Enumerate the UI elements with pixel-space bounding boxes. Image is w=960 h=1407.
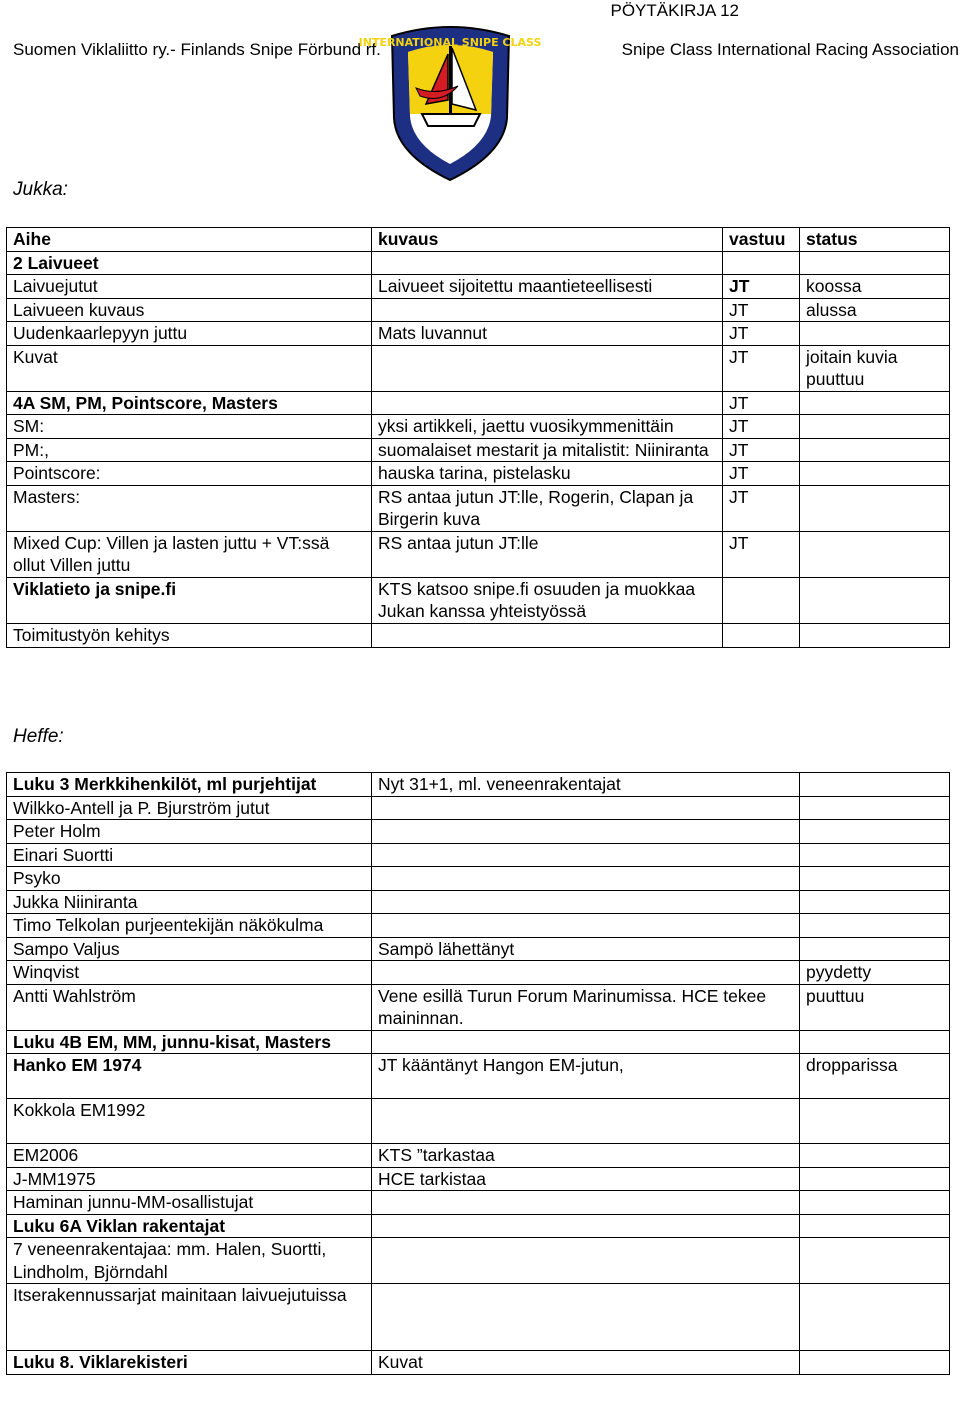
- table-row: [7, 773, 950, 797]
- table-cell: [800, 843, 950, 867]
- section-title-jukka: Jukka:: [13, 179, 68, 200]
- table-header-row: [7, 228, 950, 252]
- table-cell: dropparissa: [800, 1054, 950, 1099]
- table-row: [7, 914, 950, 938]
- table-cell: suomalaiset mestarit ja mitalistit: Niiniranta: [372, 438, 723, 462]
- table-row: [7, 1238, 950, 1284]
- table-cell: [800, 322, 950, 346]
- table-row: [7, 890, 950, 914]
- table-cell: KTS katsoo snipe.fi osuuden ja muokkaa Jukan kanssa yhteistyössä: [372, 577, 723, 623]
- section-title-heffe: Heffe:: [13, 726, 64, 747]
- table-cell: [372, 345, 723, 391]
- table-cell: [372, 890, 800, 914]
- table-cell: 2 Laivueet: [7, 251, 372, 275]
- table-cell: Sampo Valjus: [7, 937, 372, 961]
- table-cell: Jukka Niiniranta: [7, 890, 372, 914]
- table-cell: Pointscore:: [7, 462, 372, 486]
- table-row: [7, 251, 950, 275]
- table-row: [7, 531, 950, 577]
- table-cell: [372, 820, 800, 844]
- table-cell: [372, 1099, 800, 1144]
- table-cell: Wilkko-Antell ja P. Bjurström jutut: [7, 796, 372, 820]
- table-cell: Laivueet sijoitettu maantieteellisesti: [372, 275, 723, 299]
- table-cell: [723, 577, 800, 623]
- table-row: [7, 577, 950, 623]
- table-cell: [800, 867, 950, 891]
- table-row: [7, 820, 950, 844]
- table-row: [7, 485, 950, 531]
- table-cell: J-MM1975: [7, 1167, 372, 1191]
- table-cell: [372, 1238, 800, 1284]
- table-cell: [372, 961, 800, 985]
- table-cell: [800, 937, 950, 961]
- table-cell: [800, 796, 950, 820]
- table-row: [7, 984, 950, 1030]
- table-row: [7, 275, 950, 299]
- table-cell: Luku 4B EM, MM, junnu-kisat, Masters: [7, 1030, 372, 1054]
- table-cell: [800, 485, 950, 531]
- table-cell: alussa: [800, 298, 950, 322]
- table-row: [7, 322, 950, 346]
- table-cell: [723, 623, 800, 647]
- table-cell: Einari Suortti: [7, 843, 372, 867]
- snipe-class-logo: [358, 26, 542, 182]
- table-cell: JT: [723, 391, 800, 415]
- table-cell: Masters:: [7, 485, 372, 531]
- table-cell: Mats luvannut: [372, 322, 723, 346]
- table-cell: [372, 1030, 800, 1054]
- table-cell: Toimitustyön kehitys: [7, 623, 372, 647]
- table-cell: Laivuejutut: [7, 275, 372, 299]
- table-row: [7, 961, 950, 985]
- table-cell: [800, 623, 950, 647]
- table-cell: Psyko: [7, 867, 372, 891]
- table-cell: [372, 1284, 800, 1351]
- table-cell: [800, 1030, 950, 1054]
- column-header: vastuu: [723, 228, 800, 252]
- table-row: [7, 345, 950, 391]
- table-cell: koossa: [800, 275, 950, 299]
- tasks-table-heffe: [6, 772, 950, 1375]
- table-cell: JT: [723, 415, 800, 439]
- table-cell: [800, 890, 950, 914]
- table-cell: Luku 3 Merkkihenkilöt, ml purjehtijat: [7, 773, 372, 797]
- table-cell: JT: [723, 531, 800, 577]
- table-cell: Peter Holm: [7, 820, 372, 844]
- table-cell: 7 veneenrakentajaa: mm. Halen, Suortti, Lindholm, Björndahl: [7, 1238, 372, 1284]
- table-row: [7, 843, 950, 867]
- table-cell: [372, 391, 723, 415]
- table-cell: [800, 820, 950, 844]
- table-cell: [800, 1214, 950, 1238]
- table-row: [7, 937, 950, 961]
- column-header: status: [800, 228, 950, 252]
- table-cell: HCE tarkistaa: [372, 1167, 800, 1191]
- table-row: [7, 1144, 950, 1168]
- svg-text:INTERNATIONAL SNIPE CLASS: INTERNATIONAL SNIPE CLASS: [358, 36, 542, 49]
- table-cell: Nyt 31+1, ml. veneenrakentajat: [372, 773, 800, 797]
- table-cell: RS antaa jutun JT:lle: [372, 531, 723, 577]
- table-cell: [372, 251, 723, 275]
- header-organization-intl: Snipe Class International Racing Association: [621, 40, 959, 59]
- table-cell: [372, 867, 800, 891]
- table-cell: JT: [723, 485, 800, 531]
- table-row: [7, 298, 950, 322]
- table-cell: Laivueen kuvaus: [7, 298, 372, 322]
- table-cell: Winqvist: [7, 961, 372, 985]
- table-row: [7, 462, 950, 486]
- table-row: [7, 867, 950, 891]
- table-cell: [800, 1351, 950, 1375]
- table-cell: [800, 1144, 950, 1168]
- table-cell: [800, 1167, 950, 1191]
- table-row: [7, 1284, 950, 1351]
- table-cell: [800, 391, 950, 415]
- table-cell: Kokkola EM1992: [7, 1099, 372, 1144]
- column-header: kuvaus: [372, 228, 723, 252]
- tasks-table-jukka: [6, 227, 950, 648]
- table-cell: [800, 438, 950, 462]
- table-cell: RS antaa jutun JT:lle, Rogerin, Clapan ja Birgerin kuva: [372, 485, 723, 531]
- table-cell: 4A SM, PM, Pointscore, Masters: [7, 391, 372, 415]
- table-cell: [800, 577, 950, 623]
- table-cell: Kuvat: [372, 1351, 800, 1375]
- column-header: Aihe: [7, 228, 372, 252]
- table-cell: [800, 415, 950, 439]
- table-row: [7, 796, 950, 820]
- table-cell: JT: [723, 275, 800, 299]
- table-row: [7, 1351, 950, 1375]
- table-row: [7, 1191, 950, 1215]
- table-row: [7, 1167, 950, 1191]
- table-cell: Uudenkaarlepyyn juttu: [7, 322, 372, 346]
- table-cell: JT: [723, 298, 800, 322]
- table-cell: JT: [723, 462, 800, 486]
- table-cell: PM:,: [7, 438, 372, 462]
- table-cell: [800, 462, 950, 486]
- table-cell: [372, 914, 800, 938]
- table-cell: SM:: [7, 415, 372, 439]
- table-cell: Viklatieto ja snipe.fi: [7, 577, 372, 623]
- table-row: [7, 438, 950, 462]
- table-cell: [800, 1099, 950, 1144]
- table-cell: Hanko EM 1974: [7, 1054, 372, 1099]
- table-cell: [800, 1284, 950, 1351]
- table-cell: yksi artikkeli, jaettu vuosikymmenittäin: [372, 415, 723, 439]
- table-cell: [800, 531, 950, 577]
- table-cell: [800, 773, 950, 797]
- table-cell: JT: [723, 345, 800, 391]
- table-row: [7, 391, 950, 415]
- table-cell: JT: [723, 438, 800, 462]
- table-row: [7, 1054, 950, 1099]
- table-cell: [372, 796, 800, 820]
- table-cell: [372, 1214, 800, 1238]
- table-row: [7, 623, 950, 647]
- table-cell: hauska tarina, pistelasku: [372, 462, 723, 486]
- table-cell: [800, 1191, 950, 1215]
- table-cell: Vene esillä Turun Forum Marinumissa. HCE tekee maininnan.: [372, 984, 800, 1030]
- table-cell: Timo Telkolan purjeentekijän näkökulma: [7, 914, 372, 938]
- table-cell: JT: [723, 322, 800, 346]
- table-cell: KTS ”tarkastaa: [372, 1144, 800, 1168]
- table-cell: [372, 843, 800, 867]
- table-cell: puuttuu: [800, 984, 950, 1030]
- document-number: PÖYTÄKIRJA 12: [610, 1, 739, 20]
- table-cell: Sampö lähettänyt: [372, 937, 800, 961]
- table-cell: [372, 623, 723, 647]
- table-cell: pyydetty: [800, 961, 950, 985]
- table-cell: Kuvat: [7, 345, 372, 391]
- table-cell: JT kääntänyt Hangon EM-jutun,: [372, 1054, 800, 1099]
- table-cell: [372, 1191, 800, 1215]
- table-cell: [372, 298, 723, 322]
- table-cell: Mixed Cup: Villen ja lasten juttu + VT:ssä ollut Villen juttu: [7, 531, 372, 577]
- table-cell: [800, 1238, 950, 1284]
- table-cell: [723, 251, 800, 275]
- header-organization-fi: Suomen Viklaliitto ry.- Finlands Snipe Förbund rf.: [13, 40, 381, 59]
- table-row: [7, 1214, 950, 1238]
- table-cell: [800, 251, 950, 275]
- table-cell: Itserakennussarjat mainitaan laivuejutuissa: [7, 1284, 372, 1351]
- table-cell: Luku 6A Viklan rakentajat: [7, 1214, 372, 1238]
- table-cell: Luku 8. Viklarekisteri: [7, 1351, 372, 1375]
- table-cell: [800, 914, 950, 938]
- table-cell: joitain kuvia puuttuu: [800, 345, 950, 391]
- table-cell: Haminan junnu-MM-osallistujat: [7, 1191, 372, 1215]
- table-row: [7, 1030, 950, 1054]
- table-row: [7, 415, 950, 439]
- table-cell: Antti Wahlström: [7, 984, 372, 1030]
- table-row: [7, 1099, 950, 1144]
- table-cell: EM2006: [7, 1144, 372, 1168]
